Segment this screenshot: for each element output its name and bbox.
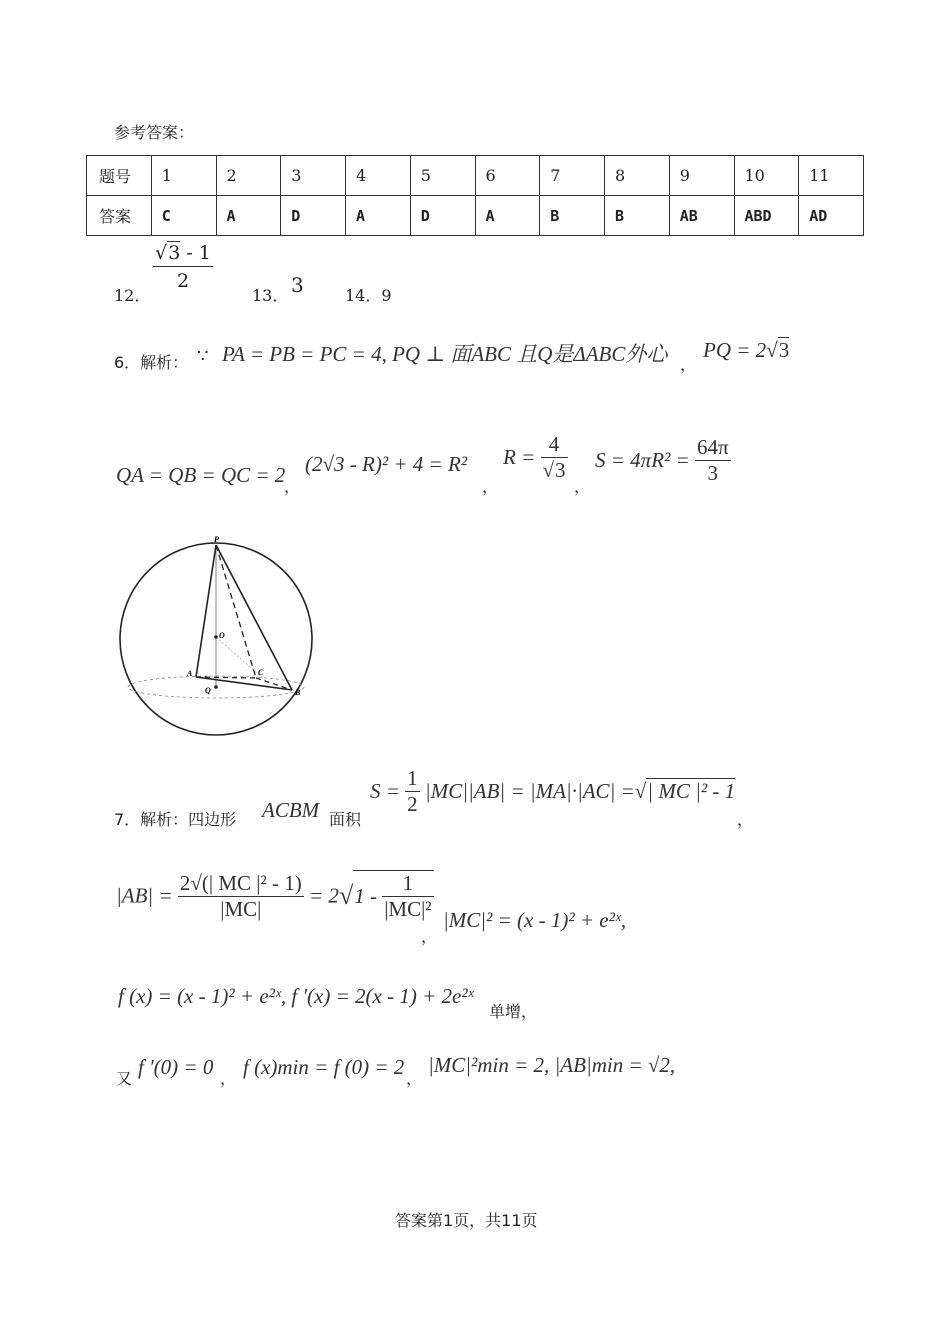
q12-denominator: 2 <box>153 266 213 292</box>
label-a: A <box>187 669 193 678</box>
answer-cell: A <box>475 196 540 236</box>
sol7-mcmin: |MC|²min = 2, |AB|min = √2, <box>428 1053 676 1077</box>
s-numerator: 64π <box>697 435 729 459</box>
table-row-numbers <box>87 156 864 196</box>
label-b: B <box>295 688 301 697</box>
question-number: 2 <box>216 156 281 196</box>
sol6-r-value <box>503 432 568 483</box>
question-number: 8 <box>605 156 670 196</box>
sep-comma: ， <box>220 1069 237 1088</box>
sol6-pq: PQ = 2√3 <box>703 338 790 362</box>
sep-comma: ， <box>421 927 438 946</box>
sol7-area-formula: S = $\frac{1}{2}$ |MC||AB| = |MA|·|AC| =√| MC |² - 1 <box>370 766 736 816</box>
sep-comma: ， <box>574 477 591 496</box>
center-o-point <box>214 635 218 639</box>
sep-comma: ， <box>284 477 301 496</box>
s-eq: S = <box>370 779 400 803</box>
sep-comma: ， <box>737 810 754 829</box>
sol6-qa: QA = QB = QC = 2 <box>116 463 286 487</box>
ab-inner-denominator: |MC|² <box>384 897 432 921</box>
r-fraction: $\frac{4}{√3}$ <box>542 432 566 482</box>
question-number: 1 <box>151 156 216 196</box>
sphere-tetrahedron-figure <box>118 533 318 738</box>
label-c: C <box>258 668 264 677</box>
sep-comma: ， <box>406 1069 423 1088</box>
r-denominator-sqrt: 3 <box>555 458 566 482</box>
edge-pa <box>196 545 216 677</box>
ab-lhs: |AB| = <box>116 883 173 908</box>
s-fraction <box>695 435 731 486</box>
because-symbol: ∵ <box>197 346 209 367</box>
question-number: 7 <box>540 156 605 196</box>
answer-cell: A <box>216 196 281 236</box>
ab-fraction <box>178 871 304 922</box>
half-fraction <box>405 766 420 817</box>
sol7-fmin: f (x)min = f (0) = 2 <box>243 1055 405 1079</box>
question-number: 11 <box>799 156 864 196</box>
s-lhs: S = 4πR² = <box>595 448 690 472</box>
sol6-condition: PA = PB = PC = 4, PQ ⊥ 面ABC 且Q是ΔABC外心 <box>222 342 668 366</box>
question-number: 4 <box>346 156 411 196</box>
answer-cell: ABD <box>734 196 799 236</box>
question-number: 5 <box>410 156 475 196</box>
r-numerator: 4 <box>548 432 560 456</box>
q12-fraction: √3 - 1 2 <box>153 242 213 292</box>
sep-comma: ， <box>482 477 499 496</box>
sol6-radius-equation: (2√3 - R)² + 4 = R² <box>305 452 468 476</box>
question-number: 3 <box>281 156 346 196</box>
pq-sqrt: 3 <box>778 338 790 362</box>
answer-cell: B <box>605 196 670 236</box>
q12-numerator-sqrt: 3 <box>168 242 181 264</box>
answer-heading: 参考答案： <box>114 123 195 142</box>
answer-cell: D <box>281 196 346 236</box>
sol7-f0: f ′(0) = 0 <box>138 1055 214 1079</box>
s-sqrt-content: | MC |² - 1 <box>647 779 736 803</box>
sol6-label: 6．解析： <box>114 353 189 372</box>
ab-numerator: 2√(| MC |² - 1) <box>179 870 302 895</box>
half-numerator: 1 <box>407 766 418 790</box>
page-footer: 答案第1页，共11页 <box>395 1211 538 1230</box>
q14-answer: 14．9 <box>345 286 392 305</box>
row-label-answer: 答案 <box>87 196 152 236</box>
r-lhs: R = <box>503 445 536 469</box>
sol7-area-word: 面积 <box>329 810 362 829</box>
ab-denominator: |MC| <box>178 896 304 922</box>
label-q: Q <box>205 686 211 695</box>
q12-label: 12． <box>114 286 151 305</box>
point-q <box>214 685 218 689</box>
label-p: P <box>214 535 219 544</box>
ab-mid: = 2 <box>309 883 339 908</box>
sol6-surface-area <box>595 435 731 486</box>
answer-cell: B <box>540 196 605 236</box>
ab-inner-numerator: 1 <box>402 871 414 895</box>
answer-cell: A <box>346 196 411 236</box>
s-denominator: 3 <box>695 460 731 486</box>
sol7-ab-formula: |AB| = $\frac{\text{2√(| MC |² - 1)}}{|MC|}$ = 2√1 - $\frac{1}{\text{|MC|²}}$ <box>116 870 432 921</box>
sol7-f-formula: f (x) = (x - 1)² + e²ˣ, f ′(x) = 2(x - 1) + 2e²ˣ <box>118 984 474 1008</box>
answer-cell: AD <box>799 196 864 236</box>
answer-cell: AB <box>669 196 734 236</box>
ab-inner-fraction <box>382 871 433 922</box>
q12-numerator-rest: - 1 <box>180 242 211 264</box>
ab-inner-lhs: 1 - <box>354 884 377 908</box>
sol7-mc-formula: |MC|² = (x - 1)² + e²ˣ, <box>443 908 627 932</box>
question-number: 9 <box>669 156 734 196</box>
answer-table <box>86 155 864 236</box>
label-o: O <box>219 631 225 640</box>
q13-answer: 3 <box>291 273 304 297</box>
question-number: 10 <box>734 156 799 196</box>
answer-cell: D <box>410 196 475 236</box>
sol7-acbm: ACBM <box>262 798 320 822</box>
s-rest: |MC||AB| = |MA|·|AC| = <box>424 779 635 803</box>
pq-text: PQ = 2 <box>703 338 767 362</box>
q13-label: 13． <box>252 286 289 305</box>
sol6-comma: ， <box>680 355 697 374</box>
table-row-answers <box>87 196 864 236</box>
edge-pb <box>216 545 292 690</box>
answer-cell: C <box>151 196 216 236</box>
sol7-you: 又 <box>116 1069 133 1088</box>
sol7-monotonic: 单增， <box>489 1002 538 1021</box>
sol7-label: 7．解析：四边形 <box>114 810 237 829</box>
half-denominator: 2 <box>407 792 418 816</box>
row-label-number: 题号 <box>87 156 152 196</box>
question-number: 6 <box>475 156 540 196</box>
